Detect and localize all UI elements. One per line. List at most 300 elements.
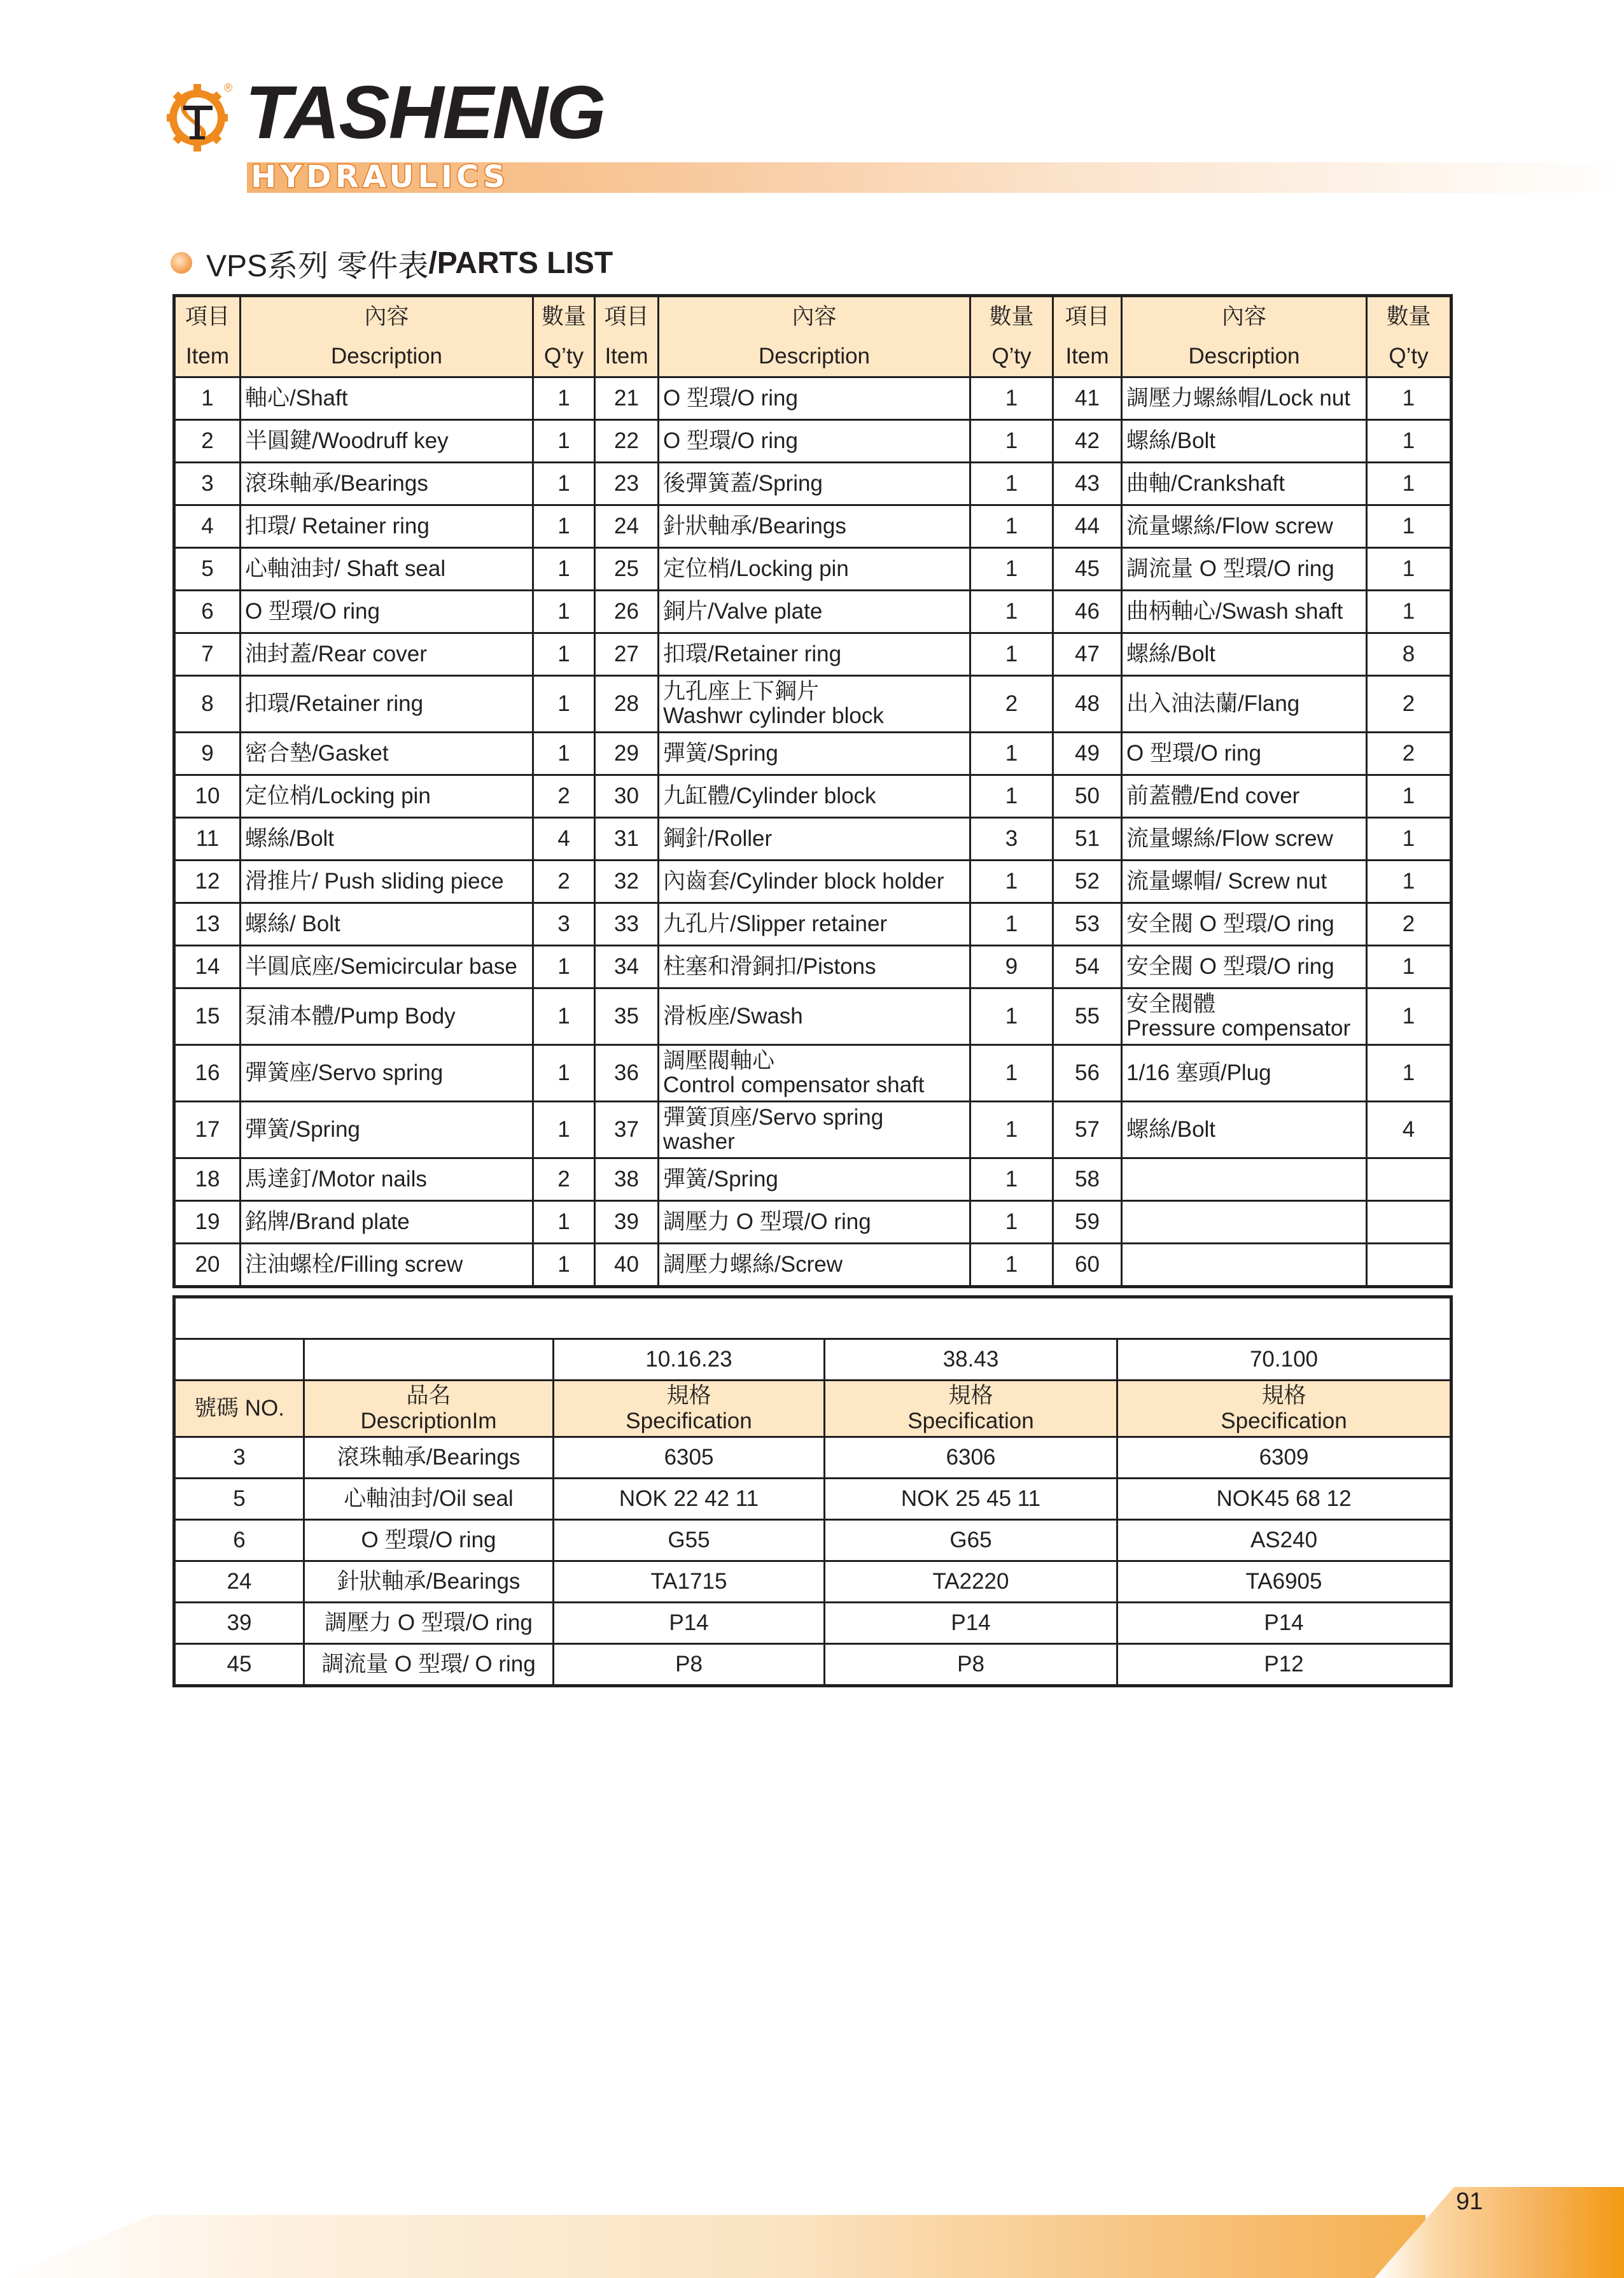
description-line: 九缸體/Cylinder block: [663, 784, 876, 808]
item-number: 9: [174, 733, 241, 775]
description-line: 安全閥 O 型環/O ring: [1126, 954, 1334, 979]
part-description: [659, 420, 970, 463]
item-number: 48: [1053, 676, 1122, 733]
part-description: [659, 1158, 970, 1201]
description-line: O 型環/O ring: [663, 386, 798, 411]
header-quantity-en: Q’ty: [543, 344, 584, 369]
header-item-en: Item: [605, 344, 648, 369]
item-number: 13: [174, 903, 241, 946]
description-line: 定位梢/Locking pin: [663, 556, 849, 581]
header-cell-description: [1122, 296, 1367, 377]
quantity: 4: [533, 818, 595, 861]
description-line: 心軸油封/ Shaft seal: [245, 556, 446, 581]
part-description: [241, 1201, 533, 1244]
quantity: 1: [533, 1201, 595, 1244]
item-number: 34: [595, 946, 659, 988]
part-description: [1122, 377, 1367, 420]
part-description: [1122, 548, 1367, 591]
table-row: [174, 903, 1452, 946]
quantity: [1367, 1158, 1452, 1201]
header-cell-item: [174, 296, 241, 377]
part-description: [659, 548, 970, 591]
quantity: 1: [970, 505, 1053, 548]
description-line: 調壓力螺絲/Screw: [663, 1252, 843, 1277]
part-description: [241, 1102, 533, 1158]
part-description: [1122, 733, 1367, 775]
description-line: 柱塞和滑銅扣/Pistons: [663, 954, 876, 979]
part-description: [241, 1045, 533, 1102]
quantity: 1: [533, 676, 595, 733]
header-item-cn: 項目: [1065, 304, 1110, 329]
part-no: 45: [174, 1644, 304, 1686]
part-description: [241, 818, 533, 861]
part-description: [659, 377, 970, 420]
quantity: 1: [970, 775, 1053, 818]
table-row: [174, 463, 1452, 505]
part-description: [659, 591, 970, 633]
item-number: 42: [1053, 420, 1122, 463]
part-description: [1122, 946, 1367, 988]
quantity: 1: [1367, 946, 1452, 988]
table-row: [174, 946, 1452, 988]
item-number: 36: [595, 1045, 659, 1102]
table-row: [174, 420, 1452, 463]
quantity: [1367, 1201, 1452, 1244]
bullet-icon: [171, 252, 192, 274]
description-line: 銅片/Valve plate: [663, 599, 823, 624]
spec-value: 6305: [554, 1437, 825, 1479]
part-description: [1122, 505, 1367, 548]
item-number: 39: [595, 1201, 659, 1244]
description-line: washer: [663, 1129, 735, 1154]
spec-value: TA6905: [1117, 1561, 1452, 1603]
item-number: 7: [174, 633, 241, 676]
header-item-cn: 項目: [604, 304, 649, 329]
item-number: 44: [1053, 505, 1122, 548]
part-description: [1122, 1102, 1367, 1158]
description-line: 安全閥體: [1126, 992, 1216, 1016]
header-name-cn: 品名: [406, 1383, 451, 1408]
item-number: 10: [174, 775, 241, 818]
description-line: 九孔座上下鋼片: [663, 679, 820, 704]
header-cell-quantity: [970, 296, 1053, 377]
quantity: 1: [970, 633, 1053, 676]
part-description: [1122, 1201, 1367, 1244]
part-description: [659, 1244, 970, 1287]
header-quantity-cn: 數量: [989, 304, 1034, 329]
part-description: [659, 505, 970, 548]
spec-value: G55: [554, 1520, 825, 1561]
description-line: 滑板座/Swash: [663, 1004, 803, 1029]
part-description: [659, 676, 970, 733]
quantity: 1: [533, 1045, 595, 1102]
quantity: 2: [1367, 903, 1452, 946]
item-number: 51: [1053, 818, 1122, 861]
item-number: 37: [595, 1102, 659, 1158]
empty-cell: [174, 1339, 304, 1381]
part-no: 39: [174, 1603, 304, 1644]
item-number: 57: [1053, 1102, 1122, 1158]
part-description: [659, 946, 970, 988]
quantity: 1: [533, 1102, 595, 1158]
quantity: 1: [970, 420, 1053, 463]
item-number: 8: [174, 676, 241, 733]
description-line: 螺絲/Bolt: [1126, 642, 1216, 666]
quantity: 1: [1367, 505, 1452, 548]
table-row: [174, 818, 1452, 861]
spec-row: [174, 1561, 1452, 1603]
spec-value: G65: [825, 1520, 1117, 1561]
quantity: 1: [533, 591, 595, 633]
header-description-en: Description: [758, 344, 871, 369]
footer-gradient-band: [0, 2215, 1425, 2278]
part-description: [241, 903, 533, 946]
item-number: 35: [595, 988, 659, 1045]
description-line: 半圓鍵/Woodruff key: [245, 428, 449, 453]
part-description: [241, 463, 533, 505]
quantity: 1: [970, 377, 1053, 420]
quantity: 1: [970, 988, 1053, 1045]
quantity: 1: [533, 988, 595, 1045]
item-number: 1: [174, 377, 241, 420]
header-quantity-en: Q’ty: [1389, 344, 1429, 369]
part-description: [241, 1158, 533, 1201]
header-cell-quantity: [1367, 296, 1452, 377]
part-description: [241, 591, 533, 633]
quantity: 1: [1367, 377, 1452, 420]
quantity: 1: [1367, 818, 1452, 861]
item-number: 11: [174, 818, 241, 861]
quantity: 1: [533, 1244, 595, 1287]
table-row: [174, 377, 1452, 420]
description-line: 密合墊/Gasket: [245, 741, 389, 766]
spec-value: P14: [554, 1603, 825, 1644]
part-description: [241, 861, 533, 903]
quantity: 1: [533, 463, 595, 505]
item-number: 32: [595, 861, 659, 903]
empty-cell: [304, 1339, 554, 1381]
quantity: 1: [970, 1045, 1053, 1102]
item-number: 2: [174, 420, 241, 463]
header-specification: [1117, 1381, 1452, 1437]
parts-list-table: [172, 294, 1453, 1288]
quantity: 1: [970, 463, 1053, 505]
header-quantity-cn: 數量: [1386, 304, 1431, 329]
part-description: [1122, 861, 1367, 903]
header-quantity-cn: 數量: [541, 304, 586, 329]
description-line: 扣環/ Retainer ring: [245, 514, 430, 538]
item-number: 40: [595, 1244, 659, 1287]
description-line: 曲柄軸心/Swash shaft: [1126, 599, 1343, 624]
part-name: 調壓力 O 型環/O ring: [304, 1603, 554, 1644]
part-description: [241, 775, 533, 818]
item-number: 20: [174, 1244, 241, 1287]
item-number: 50: [1053, 775, 1122, 818]
part-description: [241, 505, 533, 548]
section-title-cn: VPS系列 零件表: [206, 249, 429, 283]
item-number: 17: [174, 1102, 241, 1158]
description-line: 螺絲/Bolt: [1126, 428, 1216, 453]
quantity: 9: [970, 946, 1053, 988]
part-no: 3: [174, 1437, 304, 1479]
description-line: 流量螺絲/Flow screw: [1126, 514, 1333, 538]
description-line: 泵浦本體/Pump Body: [245, 1004, 456, 1029]
item-number: 58: [1053, 1158, 1122, 1201]
table-row: [174, 1102, 1452, 1158]
table-row: [174, 988, 1452, 1045]
quantity: 2: [533, 1158, 595, 1201]
part-description: [241, 946, 533, 988]
quantity: 1: [970, 903, 1053, 946]
item-number: 59: [1053, 1201, 1122, 1244]
header-name-en: DescriptionIm: [360, 1409, 497, 1433]
item-number: 47: [1053, 633, 1122, 676]
quantity: 1: [533, 733, 595, 775]
spec-value: AS240: [1117, 1520, 1452, 1561]
description-line: 針狀軸承/Bearings: [663, 514, 846, 538]
description-line: 彈簧座/Servo spring: [245, 1060, 444, 1085]
part-description: [659, 903, 970, 946]
description-line: 彈簧頂座/Servo spring: [663, 1105, 884, 1130]
header-description-en: Description: [330, 344, 443, 369]
header-specification: [554, 1381, 825, 1437]
quantity: 1: [1367, 1045, 1452, 1102]
description-line: 注油螺栓/Filling screw: [245, 1252, 463, 1277]
description-line: 滾珠軸承/Bearings: [245, 471, 428, 496]
item-number: 18: [174, 1158, 241, 1201]
header-quantity-en: Q’ty: [991, 344, 1032, 369]
quantity: 1: [970, 548, 1053, 591]
description-line: 半圓底座/Semicircular base: [245, 954, 517, 979]
item-number: 28: [595, 676, 659, 733]
part-description: [1122, 1244, 1367, 1287]
table-row: [174, 633, 1452, 676]
item-number: 24: [595, 505, 659, 548]
part-name: 調流量 O 型環/ O ring: [304, 1644, 554, 1686]
header-cell-item: [1053, 296, 1122, 377]
part-description: [659, 1201, 970, 1244]
header-cell-quantity: [533, 296, 595, 377]
header-item-en: Item: [1065, 344, 1109, 369]
quantity: 1: [1367, 861, 1452, 903]
quantity: 2: [1367, 676, 1452, 733]
part-description: [659, 818, 970, 861]
spec-value: NOK45 68 12: [1117, 1479, 1452, 1520]
quantity: 1: [970, 591, 1053, 633]
section-title: [171, 244, 613, 282]
header-cell-description: [241, 296, 533, 377]
description-line: 九孔片/Slipper retainer: [663, 911, 888, 936]
item-number: 16: [174, 1045, 241, 1102]
part-name: 心軸油封/Oil seal: [304, 1479, 554, 1520]
item-number: 15: [174, 988, 241, 1045]
description-line: O 型環/O ring: [245, 599, 380, 624]
part-description: [1122, 988, 1367, 1045]
part-name: 針狀軸承/Bearings: [304, 1561, 554, 1603]
quantity: 1: [1367, 988, 1452, 1045]
quantity: 2: [533, 775, 595, 818]
item-number: 55: [1053, 988, 1122, 1045]
quantity: 1: [970, 1244, 1053, 1287]
quantity: 1: [533, 377, 595, 420]
part-no: 24: [174, 1561, 304, 1603]
item-number: 33: [595, 903, 659, 946]
description-line: Washwr cylinder block: [663, 703, 884, 728]
header-description-cn: 內容: [792, 304, 837, 329]
header-item-cn: 項目: [185, 304, 230, 329]
quantity: 1: [1367, 591, 1452, 633]
spec-value: TA1715: [554, 1561, 825, 1603]
item-number: 21: [595, 377, 659, 420]
part-description: [1122, 676, 1367, 733]
specification-table: [172, 1295, 1453, 1687]
description-line: 油封蓋/Rear cover: [245, 642, 427, 666]
quantity: 3: [533, 903, 595, 946]
description-line: 螺絲/ Bolt: [245, 911, 340, 936]
item-number: 56: [1053, 1045, 1122, 1102]
header-spec-en: Specification: [626, 1409, 752, 1433]
spec-row: [174, 1437, 1452, 1479]
item-number: 19: [174, 1201, 241, 1244]
quantity: 1: [970, 1158, 1053, 1201]
header-description-en: Description: [1188, 344, 1300, 369]
item-number: 43: [1053, 463, 1122, 505]
description-line: O 型環/O ring: [663, 428, 798, 453]
quantity: 1: [1367, 463, 1452, 505]
part-description: [241, 548, 533, 591]
part-description: [241, 377, 533, 420]
spec-value: P14: [825, 1603, 1117, 1644]
description-line: 流量螺絲/Flow screw: [1126, 826, 1333, 851]
description-line: 螺絲/Bolt: [1126, 1117, 1216, 1142]
item-number: 29: [595, 733, 659, 775]
part-description: [1122, 1158, 1367, 1201]
description-line: 螺絲/Bolt: [245, 826, 335, 851]
quantity: 1: [1367, 548, 1452, 591]
description-line: O 型環/O ring: [1126, 741, 1261, 766]
part-description: [1122, 463, 1367, 505]
part-description: [241, 420, 533, 463]
spec-value: TA2220: [825, 1561, 1117, 1603]
header-description-cn: 內容: [364, 304, 409, 329]
item-number: 41: [1053, 377, 1122, 420]
table-row: [174, 548, 1452, 591]
item-number: 3: [174, 463, 241, 505]
description-line: 彈簧/Spring: [663, 741, 778, 766]
part-description: [659, 633, 970, 676]
spec-value: 6306: [825, 1437, 1117, 1479]
spacer-cell: [174, 1297, 1452, 1339]
part-description: [1122, 818, 1367, 861]
description-line: 調壓閥軸心: [663, 1048, 775, 1073]
section-title-en: /PARTS LIST: [428, 246, 613, 280]
part-description: [659, 775, 970, 818]
description-line: 馬達釘/Motor nails: [245, 1167, 427, 1192]
part-description: [659, 861, 970, 903]
part-description: [659, 1102, 970, 1158]
spec-value: NOK 25 45 11: [825, 1479, 1117, 1520]
part-description: [1122, 633, 1367, 676]
description-line: Pressure compensator: [1126, 1016, 1351, 1041]
item-number: 49: [1053, 733, 1122, 775]
item-number: 60: [1053, 1244, 1122, 1287]
part-description: [659, 733, 970, 775]
item-number: 25: [595, 548, 659, 591]
part-description: [241, 676, 533, 733]
spec-row: [174, 1479, 1452, 1520]
spec-value: P12: [1117, 1644, 1452, 1686]
header-spec-en: Specification: [1221, 1409, 1347, 1433]
description-line: 1/16 塞頭/Plug: [1126, 1060, 1271, 1085]
part-no: 5: [174, 1479, 304, 1520]
model-label: 38.43: [825, 1339, 1117, 1381]
quantity: 1: [1367, 420, 1452, 463]
quantity: 1: [533, 548, 595, 591]
description-line: 後彈簧蓋/Spring: [663, 471, 823, 496]
quantity: 1: [1367, 775, 1452, 818]
parts-table-header: [174, 296, 1452, 377]
quantity: 2: [1367, 733, 1452, 775]
quantity: 4: [1367, 1102, 1452, 1158]
description-line: 安全閥 O 型環/O ring: [1126, 911, 1334, 936]
description-line: 流量螺帽/ Screw nut: [1126, 869, 1327, 894]
description-line: 扣環/Retainer ring: [663, 642, 842, 666]
table-row: [174, 1244, 1452, 1287]
item-number: 12: [174, 861, 241, 903]
part-description: [241, 733, 533, 775]
header-item-en: Item: [185, 344, 230, 369]
header-name: [304, 1381, 554, 1437]
spec-value: P8: [825, 1644, 1117, 1686]
header-specification: [825, 1381, 1117, 1437]
spec-value: 6309: [1117, 1437, 1452, 1479]
item-number: 27: [595, 633, 659, 676]
item-number: 6: [174, 591, 241, 633]
quantity: 2: [970, 676, 1053, 733]
part-description: [241, 633, 533, 676]
part-description: [659, 463, 970, 505]
part-description: [1122, 1045, 1367, 1102]
item-number: 23: [595, 463, 659, 505]
table-row: [174, 505, 1452, 548]
page-number: 91: [1456, 2188, 1483, 2215]
spec-row: [174, 1520, 1452, 1561]
part-description: [1122, 591, 1367, 633]
item-number: 14: [174, 946, 241, 988]
item-number: 22: [595, 420, 659, 463]
spec-row: [174, 1603, 1452, 1644]
header-cell-item: [595, 296, 659, 377]
quantity: 1: [970, 1102, 1053, 1158]
spec-value: P8: [554, 1644, 825, 1686]
description-line: 彈簧/Spring: [663, 1167, 778, 1192]
quantity: 8: [1367, 633, 1452, 676]
part-name: O 型環/O ring: [304, 1520, 554, 1561]
quantity: 1: [533, 946, 595, 988]
description-line: 軸心/Shaft: [245, 386, 348, 411]
item-number: 26: [595, 591, 659, 633]
table-row: [174, 861, 1452, 903]
item-number: 38: [595, 1158, 659, 1201]
description-line: 扣環/Retainer ring: [245, 691, 424, 716]
header-spec-cn: 規格: [948, 1383, 993, 1408]
description-line: 銘牌/Brand plate: [245, 1209, 410, 1234]
model-row: [174, 1339, 1452, 1381]
part-description: [241, 988, 533, 1045]
table-row: [174, 591, 1452, 633]
description-line: 調壓力 O 型環/O ring: [663, 1209, 871, 1234]
table-row: [174, 1201, 1452, 1244]
